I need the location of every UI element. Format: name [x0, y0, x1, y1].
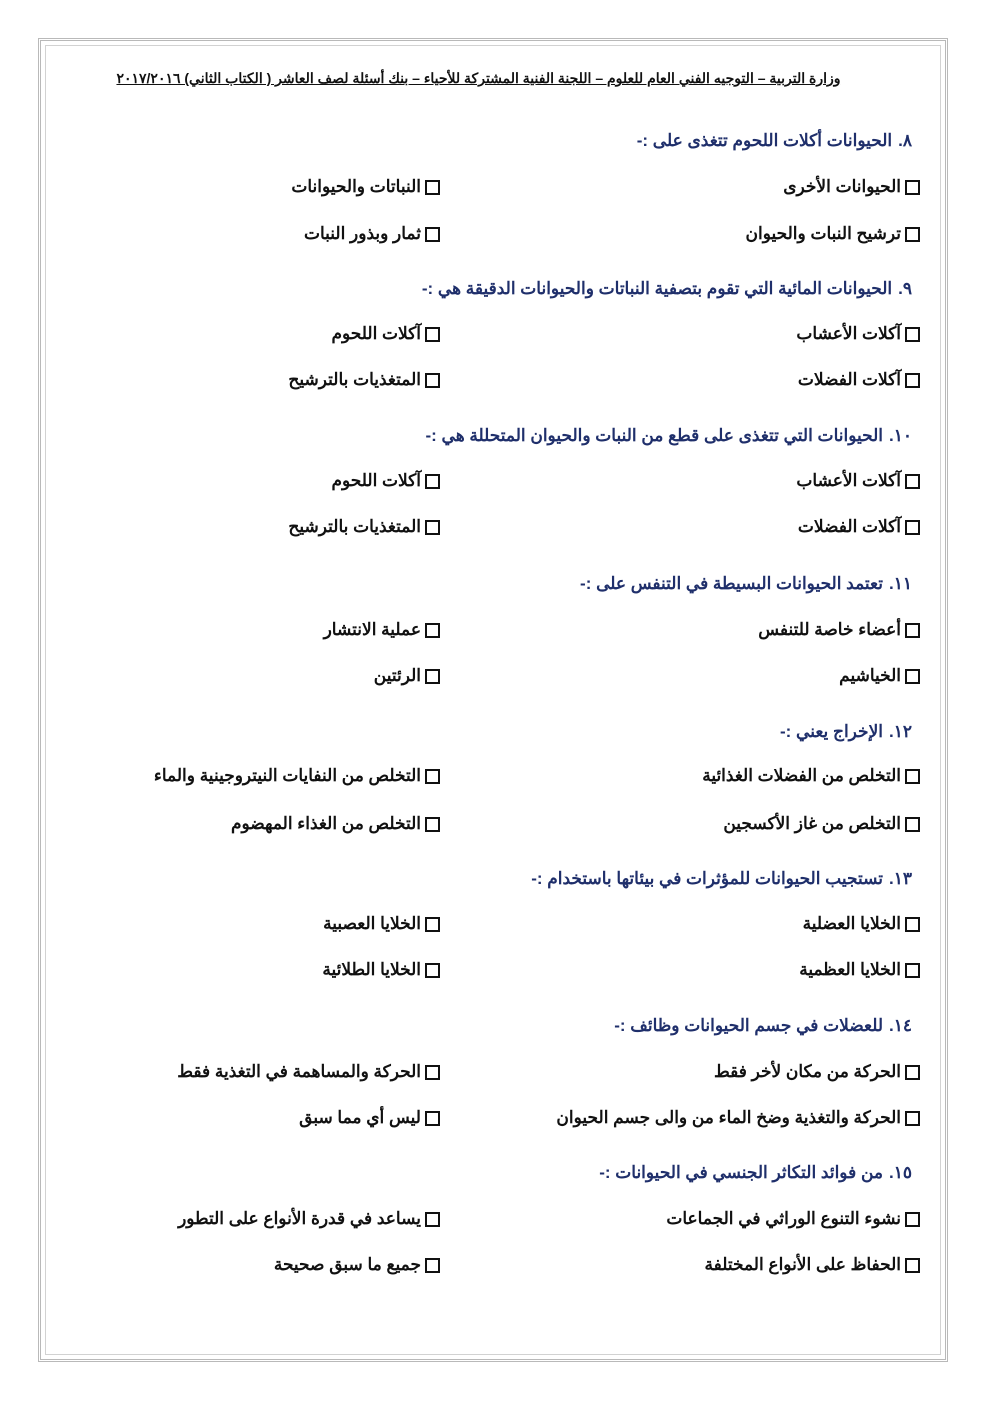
checkbox[interactable]	[905, 669, 920, 684]
page-header: وزارة التربية – التوجيه الفني العام للعلوم – اللجنة الفنية المشتركة للأحياء – بنك أسئلة لصف العاشر ( الكتاب الثاني) ٢٠١٧/٢٠١٦	[116, 70, 841, 86]
checkbox[interactable]	[425, 1111, 440, 1126]
checkbox[interactable]	[425, 1258, 440, 1273]
checkbox[interactable]	[425, 917, 440, 932]
checkbox[interactable]	[425, 474, 440, 489]
option-9b[interactable]: آكلات اللحوم	[332, 324, 441, 344]
checkbox[interactable]	[905, 373, 920, 388]
option-10a[interactable]: آكلات الأعشاب	[796, 471, 920, 491]
option-11d[interactable]: الرئتين	[374, 666, 440, 686]
checkbox[interactable]	[905, 1212, 920, 1227]
option-10b[interactable]: آكلات اللحوم	[332, 471, 441, 491]
checkbox[interactable]	[905, 769, 920, 784]
question-14: ١٤.للعضلات في جسم الحيوانات وظائف :-	[614, 1016, 912, 1035]
checkbox[interactable]	[425, 227, 440, 242]
option-13a[interactable]: الخلايا العضلية	[803, 914, 920, 934]
checkbox[interactable]	[425, 1065, 440, 1080]
checkbox[interactable]	[425, 180, 440, 195]
option-14c[interactable]: الحركة والتغذية وضخ الماء من والى جسم الحيوان	[556, 1108, 920, 1128]
option-11b[interactable]: عملية الانتشار	[324, 620, 440, 640]
option-10c[interactable]: آكلات الفضلات	[798, 517, 920, 537]
option-14b[interactable]: الحركة والمساهمة في التغذية فقط	[177, 1062, 440, 1082]
question-12: ١٢.الإخراج يعني :-	[779, 722, 912, 741]
checkbox[interactable]	[905, 327, 920, 342]
checkbox[interactable]	[425, 520, 440, 535]
question-9: ٩.الحيوانات المائية التي تقوم بتصفية النباتات والحيوانات الدقيقة هي :-	[421, 279, 912, 298]
checkbox[interactable]	[905, 474, 920, 489]
option-13d[interactable]: الخلايا الطلائية	[322, 960, 440, 980]
option-10d[interactable]: المتغذيات بالترشيح	[288, 517, 440, 537]
option-8d[interactable]: ثمار وبذور النبات	[304, 224, 440, 244]
option-15d[interactable]: جميع ما سبق صحيحة	[274, 1255, 440, 1275]
checkbox[interactable]	[905, 227, 920, 242]
checkbox[interactable]	[425, 817, 440, 832]
question-10: ١٠.الحيوانات التي تتغذى على قطع من النبات والحيوان المتحللة هي :-	[425, 426, 912, 445]
checkbox[interactable]	[425, 769, 440, 784]
option-8c[interactable]: ترشيح النبات والحيوان	[746, 224, 920, 244]
option-9a[interactable]: آكلات الأعشاب	[796, 324, 920, 344]
checkbox[interactable]	[905, 623, 920, 638]
checkbox[interactable]	[905, 1111, 920, 1126]
option-9c[interactable]: آكلات الفضلات	[798, 370, 920, 390]
checkbox[interactable]	[425, 327, 440, 342]
checkbox[interactable]	[905, 1065, 920, 1080]
checkbox[interactable]	[905, 180, 920, 195]
option-12a[interactable]: التخلص من الفضلات الغذائية	[702, 766, 920, 786]
option-12b[interactable]: التخلص من النفايات النيتروجينية والماء	[154, 766, 440, 786]
checkbox[interactable]	[425, 963, 440, 978]
option-11c[interactable]: الخياشيم	[839, 666, 920, 686]
option-15b[interactable]: يساعد في قدرة الأنواع على التطور	[178, 1209, 440, 1229]
option-11a[interactable]: أعضاء خاصة للتنفس	[758, 620, 920, 640]
option-13c[interactable]: الخلايا العظمية	[799, 960, 920, 980]
checkbox[interactable]	[905, 1258, 920, 1273]
checkbox[interactable]	[425, 623, 440, 638]
checkbox[interactable]	[905, 817, 920, 832]
option-8a[interactable]: الحيوانات الأخرى	[783, 177, 920, 197]
checkbox[interactable]	[425, 669, 440, 684]
option-12c[interactable]: التخلص من غاز الأكسجين	[723, 814, 920, 834]
option-15a[interactable]: نشوء التنوع الوراثي في الجماعات	[666, 1209, 920, 1229]
question-8: ٨.الحيوانات أكلات اللحوم تتغذى على :-	[636, 131, 912, 150]
question-15: ١٥.من فوائد التكاثر الجنسي في الحيوانات :-	[599, 1163, 912, 1182]
checkbox[interactable]	[425, 373, 440, 388]
option-14a[interactable]: الحركة من مكان لأخر فقط	[714, 1062, 920, 1082]
checkbox[interactable]	[425, 1212, 440, 1227]
option-12d[interactable]: التخلص من الغذاء المهضوم	[231, 814, 440, 834]
option-8b[interactable]: النباتات والحيوانات	[291, 177, 440, 197]
option-15c[interactable]: الحفاظ على الأنواع المختلفة	[705, 1255, 920, 1275]
checkbox[interactable]	[905, 520, 920, 535]
question-13: ١٣.تستجيب الحيوانات للمؤثرات في بيئاتها باستخدام :-	[531, 869, 912, 888]
option-9d[interactable]: المتغذيات بالترشيح	[288, 370, 440, 390]
checkbox[interactable]	[905, 963, 920, 978]
option-14d[interactable]: ليس أي مما سبق	[299, 1108, 440, 1128]
checkbox[interactable]	[905, 917, 920, 932]
question-11: ١١.تعتمد الحيوانات البسيطة في التنفس على :-	[580, 574, 912, 593]
option-13b[interactable]: الخلايا العصبية	[323, 914, 440, 934]
